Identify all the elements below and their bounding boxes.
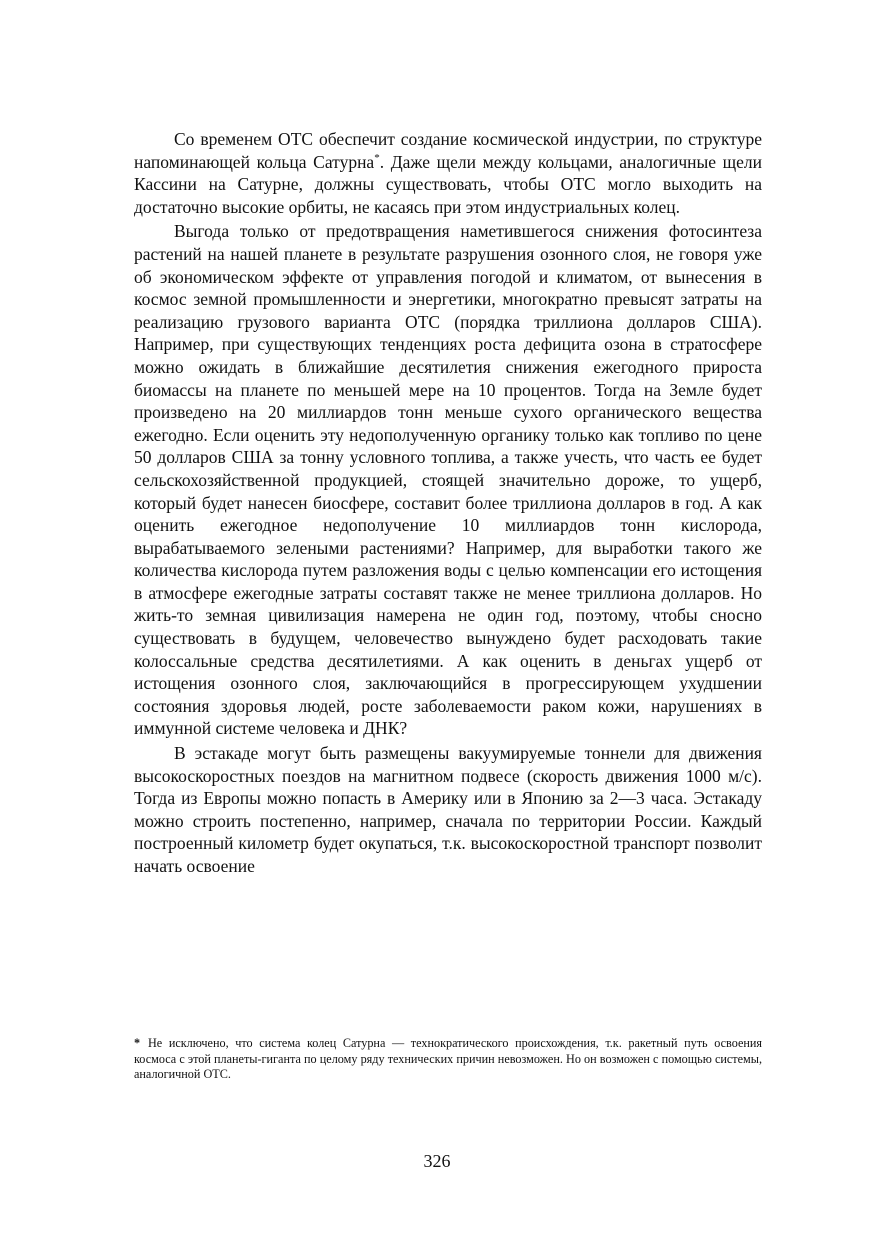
footnote-mark: *: [134, 1036, 141, 1050]
footnote: [134, 1036, 762, 1083]
page-body: [134, 128, 762, 878]
footnote-text: Не исключено, что система колец Сатурна — технократического происхождения, т.к. ракетный путь освоения космоса с этой планеты-гиганта по целому ряду технических причин невозможен. Но он возможен с помощью системы, аналогичной ОТС.: [134, 1036, 762, 1081]
paragraph-1: [134, 128, 762, 218]
paragraph-1-text-start: Со временем ОТС обеспечит создание космической индустрии, по структуре напоминающей кольца Сатурна: [134, 129, 762, 172]
paragraph-3: В эстакаде могут быть размещены вакуумируемые тоннели для движения высокоскоростных поездов на магнитном подвесе (скорость движения 1000 м/с). Тогда из Европы можно попасть в Америку или в Японию за 2—3 часа. Эстакаду можно строить постепенно, например, сначала по территории России. Каждый построенный километр будет окупаться, т.к. высокоскоростной транспорт позволит начать освоение: [134, 743, 762, 876]
page-number: 326: [423, 1151, 451, 1171]
paragraph-2: Выгода только от предотвращения наметившегося снижения фотосинтеза растений на нашей планете в результате разрушения озонного слоя, не говоря уже об экономическом эффекте от управления погодой и климатом, от вынесения в космос земной промышленности и энергетики, многократно превысят затраты на реализацию грузового варианта ОТС (порядка триллиона долларов США). Например, при существующих тенденциях роста дефицита озона в стратосфере можно ожидать в ближайшие десятилетия снижения ежегодного прироста биомассы на планете по меньшей мере на 10 процентов. Тогда на Земле будет произведено на 20 миллиардов тонн меньше сухого органического вещества ежегодно. Если оценить эту недополученную органику только как топливо по цене 50 долларов США за тонну условного топлива, а также учесть, что часть ее будет сельскохозяйственной продукцией, стоящей значительно дороже, то ущерб, который будет нанесен биосфере, составит более триллиона долларов в год. А как оценить ежегодное недополучение 10 миллиардов тонн кислорода, вырабатываемого зелеными растениями? Например, для выработки такого же количества кислорода путем разложения воды с целью компенсации его истощения в атмосфере ежегодные затраты составят также не менее триллиона долларов. Но жить-то земная цивилизация намерена не один год, поэтому, чтобы сносно существовать в будущем, человечество вынуждено будет расходовать такие колоссальные средства десятилетиями. А как оценить в деньгах ущерб от истощения озонного слоя, заключающийся в прогрессирующем ухудшении состояния здоровья людей, росте заболеваемости раком кожи, нарушениях в иммунной системе человека и ДНК?: [134, 221, 762, 739]
paragraph-1-text-end: . Даже щели между кольцами, аналогичные щели Кассини на Сатурне, должны существовать, чтобы ОТС могло выходить на достаточно высокие орбиты, не касаясь при этом индустриальных колец.: [134, 151, 762, 217]
footnote-reference-mark: *: [374, 151, 380, 164]
